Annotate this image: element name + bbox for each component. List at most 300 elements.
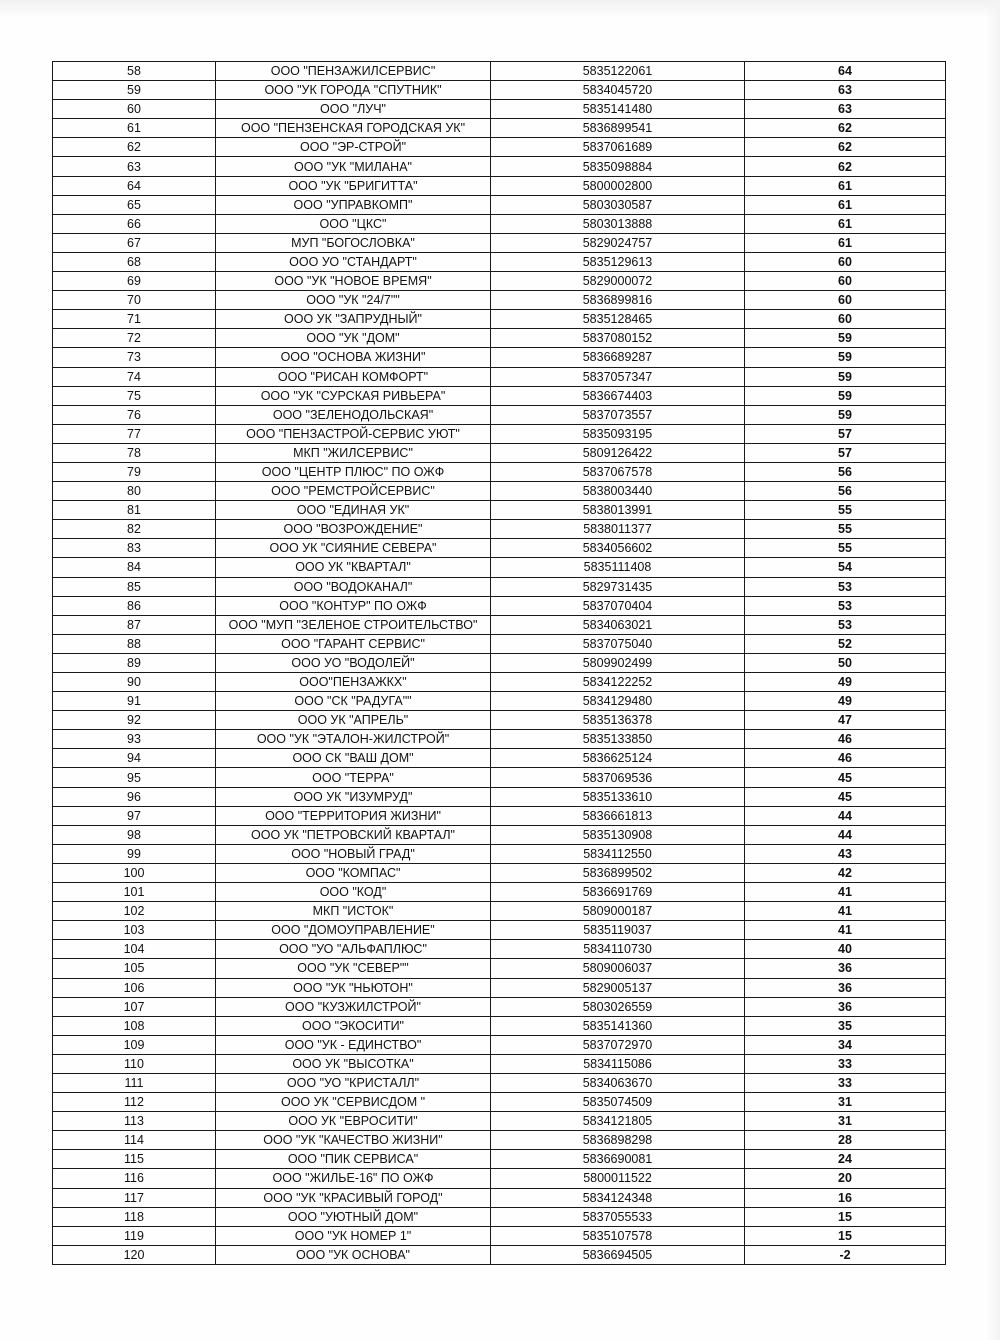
organization-name-cell: ООО "ЦЕНТР ПЛЮС" ПО ОЖФ: [216, 462, 491, 481]
table-row: [53, 1226, 946, 1245]
inn-cell: 5837067578: [491, 462, 745, 481]
table-row: [53, 577, 946, 596]
score-cell: 59: [745, 348, 946, 367]
organization-name-cell: ООО "РИСАН КОМФОРТ": [216, 367, 491, 386]
score-cell: 42: [745, 863, 946, 882]
table-row: [53, 844, 946, 863]
inn-cell: 5835119037: [491, 921, 745, 940]
table-row: [53, 863, 946, 882]
score-cell: 24: [745, 1150, 946, 1169]
row-number-cell: 80: [53, 482, 216, 501]
inn-cell: 5803026559: [491, 997, 745, 1016]
score-cell: 62: [745, 119, 946, 138]
organization-name-cell: ООО "ГАРАНТ СЕРВИС": [216, 634, 491, 653]
organization-name-cell: ООО УК "ИЗУМРУД": [216, 787, 491, 806]
table-row: [53, 615, 946, 634]
row-number-cell: 60: [53, 100, 216, 119]
inn-cell: 5838011377: [491, 520, 745, 539]
inn-cell: 5834122252: [491, 673, 745, 692]
row-number-cell: 62: [53, 138, 216, 157]
score-cell: 59: [745, 329, 946, 348]
score-cell: 33: [745, 1073, 946, 1092]
organization-name-cell: ООО "УК "БРИГИТТА": [216, 176, 491, 195]
row-number-cell: 93: [53, 730, 216, 749]
organization-name-cell: ООО "УК ГОРОДА "СПУТНИК": [216, 81, 491, 100]
organization-name-cell: ООО УК "ВЫСОТКА": [216, 1054, 491, 1073]
table-row: [53, 1131, 946, 1150]
inn-cell: 5809006037: [491, 959, 745, 978]
score-cell: 36: [745, 997, 946, 1016]
score-cell: 53: [745, 615, 946, 634]
rating-table-body: [53, 62, 946, 1265]
organization-name-cell: ООО "ПЕНЗАЖИЛСЕРВИС": [216, 62, 491, 81]
table-row: [53, 195, 946, 214]
inn-cell: 5800011522: [491, 1169, 745, 1188]
table-row: [53, 386, 946, 405]
inn-cell: 5836625124: [491, 749, 745, 768]
organization-name-cell: ООО "УО "АЛЬФАПЛЮС": [216, 940, 491, 959]
table-row: [53, 902, 946, 921]
row-number-cell: 111: [53, 1073, 216, 1092]
inn-cell: 5835129613: [491, 252, 745, 271]
row-number-cell: 84: [53, 558, 216, 577]
inn-cell: 5836661813: [491, 806, 745, 825]
table-row: [53, 673, 946, 692]
score-cell: 50: [745, 653, 946, 672]
row-number-cell: 73: [53, 348, 216, 367]
inn-cell: 5834063670: [491, 1073, 745, 1092]
table-row: [53, 978, 946, 997]
score-cell: 60: [745, 310, 946, 329]
row-number-cell: 70: [53, 291, 216, 310]
organization-name-cell: ООО "УК "24/7"": [216, 291, 491, 310]
score-cell: 20: [745, 1169, 946, 1188]
organization-name-cell: ООО "КУЗЖИЛСТРОЙ": [216, 997, 491, 1016]
row-number-cell: 64: [53, 176, 216, 195]
table-row: [53, 233, 946, 252]
row-number-cell: 88: [53, 634, 216, 653]
organization-name-cell: ООО "ЗЕЛЕНОДОЛЬСКАЯ": [216, 405, 491, 424]
score-cell: 53: [745, 577, 946, 596]
table-row: [53, 100, 946, 119]
organization-name-cell: ООО УК "ЕВРОСИТИ": [216, 1112, 491, 1131]
organization-name-cell: ООО "УК "ДОМ": [216, 329, 491, 348]
inn-cell: 5835111408: [491, 558, 745, 577]
score-cell: 60: [745, 272, 946, 291]
row-number-cell: 98: [53, 825, 216, 844]
row-number-cell: 110: [53, 1054, 216, 1073]
table-row: [53, 711, 946, 730]
inn-cell: 5837073557: [491, 405, 745, 424]
inn-cell: 5835107578: [491, 1226, 745, 1245]
table-row: [53, 214, 946, 233]
organization-name-cell: ООО "НОВЫЙ ГРАД": [216, 844, 491, 863]
row-number-cell: 119: [53, 1226, 216, 1245]
inn-cell: 5836674403: [491, 386, 745, 405]
inn-cell: 5834121805: [491, 1112, 745, 1131]
row-number-cell: 95: [53, 768, 216, 787]
organization-name-cell: ООО УК "СИЯНИЕ СЕВЕРА": [216, 539, 491, 558]
score-cell: 46: [745, 730, 946, 749]
organization-name-cell: ООО "ЭКОСИТИ": [216, 1016, 491, 1035]
score-cell: 43: [745, 844, 946, 863]
inn-cell: 5837057347: [491, 367, 745, 386]
organization-name-cell: ООО СК "ВАШ ДОМ": [216, 749, 491, 768]
organization-name-cell: ООО "ЭР-СТРОЙ": [216, 138, 491, 157]
inn-cell: 5836691769: [491, 883, 745, 902]
organization-name-cell: ООО УК "КВАРТАЛ": [216, 558, 491, 577]
score-cell: 62: [745, 157, 946, 176]
row-number-cell: 77: [53, 424, 216, 443]
table-row: [53, 81, 946, 100]
organization-name-cell: ООО"ПЕНЗАЖКХ": [216, 673, 491, 692]
inn-cell: 5803013888: [491, 214, 745, 233]
score-cell: 41: [745, 921, 946, 940]
table-row: [53, 1016, 946, 1035]
row-number-cell: 58: [53, 62, 216, 81]
row-number-cell: 67: [53, 233, 216, 252]
table-row: [53, 501, 946, 520]
organization-name-cell: ООО "ПЕНЗАСТРОЙ-СЕРВИС УЮТ": [216, 424, 491, 443]
inn-cell: 5836694505: [491, 1245, 745, 1264]
organization-name-cell: ООО "КОД": [216, 883, 491, 902]
row-number-cell: 115: [53, 1150, 216, 1169]
row-number-cell: 81: [53, 501, 216, 520]
inn-cell: 5834110730: [491, 940, 745, 959]
inn-cell: 5837070404: [491, 596, 745, 615]
inn-cell: 5837061689: [491, 138, 745, 157]
row-number-cell: 113: [53, 1112, 216, 1131]
table-row: [53, 405, 946, 424]
row-number-cell: 102: [53, 902, 216, 921]
score-cell: 63: [745, 100, 946, 119]
score-cell: 56: [745, 482, 946, 501]
table-row: [53, 806, 946, 825]
row-number-cell: 68: [53, 252, 216, 271]
table-row: [53, 940, 946, 959]
organization-name-cell: ООО "ЕДИНАЯ УК": [216, 501, 491, 520]
table-row: [53, 921, 946, 940]
inn-cell: 5829000072: [491, 272, 745, 291]
inn-cell: 5834063021: [491, 615, 745, 634]
inn-cell: 5836899816: [491, 291, 745, 310]
table-row: [53, 730, 946, 749]
score-cell: 45: [745, 787, 946, 806]
table-row: [53, 692, 946, 711]
score-cell: 55: [745, 501, 946, 520]
row-number-cell: 96: [53, 787, 216, 806]
organization-name-cell: ООО "РЕМСТРОЙСЕРВИС": [216, 482, 491, 501]
inn-cell: 5838013991: [491, 501, 745, 520]
row-number-cell: 104: [53, 940, 216, 959]
organization-name-cell: ООО УК "АПРЕЛЬ": [216, 711, 491, 730]
table-row: [53, 520, 946, 539]
row-number-cell: 101: [53, 883, 216, 902]
inn-cell: 5836689287: [491, 348, 745, 367]
inn-cell: 5809000187: [491, 902, 745, 921]
score-cell: 61: [745, 214, 946, 233]
row-number-cell: 90: [53, 673, 216, 692]
organization-name-cell: ООО "УК "ЭТАЛОН-ЖИЛСТРОЙ": [216, 730, 491, 749]
organization-name-cell: ООО "УК НОМЕР 1": [216, 1226, 491, 1245]
table-row: [53, 1093, 946, 1112]
row-number-cell: 72: [53, 329, 216, 348]
score-cell: 54: [745, 558, 946, 577]
score-cell: 59: [745, 386, 946, 405]
inn-cell: 5834056602: [491, 539, 745, 558]
table-row: [53, 1188, 946, 1207]
inn-cell: 5838003440: [491, 482, 745, 501]
score-cell: 46: [745, 749, 946, 768]
inn-cell: 5834112550: [491, 844, 745, 863]
row-number-cell: 85: [53, 577, 216, 596]
score-cell: 49: [745, 692, 946, 711]
row-number-cell: 71: [53, 310, 216, 329]
score-cell: 44: [745, 825, 946, 844]
row-number-cell: 97: [53, 806, 216, 825]
score-cell: 62: [745, 138, 946, 157]
organization-name-cell: ООО "КОМПАС": [216, 863, 491, 882]
table-row: [53, 959, 946, 978]
inn-cell: 5835122061: [491, 62, 745, 81]
score-cell: 64: [745, 62, 946, 81]
inn-cell: 5837075040: [491, 634, 745, 653]
table-row: [53, 1245, 946, 1264]
score-cell: 55: [745, 520, 946, 539]
organization-name-cell: МКП "ИСТОК": [216, 902, 491, 921]
organization-name-cell: ООО "УК "КАЧЕСТВО ЖИЗНИ": [216, 1131, 491, 1150]
row-number-cell: 106: [53, 978, 216, 997]
row-number-cell: 59: [53, 81, 216, 100]
row-number-cell: 87: [53, 615, 216, 634]
inn-cell: 5835093195: [491, 424, 745, 443]
scan-shadow-top: [0, 0, 1000, 18]
table-row: [53, 119, 946, 138]
row-number-cell: 103: [53, 921, 216, 940]
inn-cell: 5837080152: [491, 329, 745, 348]
inn-cell: 5835133610: [491, 787, 745, 806]
score-cell: 52: [745, 634, 946, 653]
table-row: [53, 1035, 946, 1054]
organization-name-cell: ООО УО "СТАНДАРТ": [216, 252, 491, 271]
row-number-cell: 75: [53, 386, 216, 405]
row-number-cell: 117: [53, 1188, 216, 1207]
scan-shadow-right: [986, 0, 1000, 1340]
organization-name-cell: ООО "УЮТНЫЙ ДОМ": [216, 1207, 491, 1226]
score-cell: 44: [745, 806, 946, 825]
score-cell: 47: [745, 711, 946, 730]
organization-name-cell: ООО "УК "НЬЮТОН": [216, 978, 491, 997]
score-cell: 31: [745, 1093, 946, 1112]
inn-cell: 5834115086: [491, 1054, 745, 1073]
score-cell: 61: [745, 195, 946, 214]
organization-name-cell: ООО "УК "НОВОЕ ВРЕМЯ": [216, 272, 491, 291]
score-cell: 16: [745, 1188, 946, 1207]
score-cell: 15: [745, 1207, 946, 1226]
row-number-cell: 65: [53, 195, 216, 214]
inn-cell: 5829005137: [491, 978, 745, 997]
table-row: [53, 1150, 946, 1169]
table-row: [53, 787, 946, 806]
inn-cell: 5809902499: [491, 653, 745, 672]
inn-cell: 5829731435: [491, 577, 745, 596]
inn-cell: 5835130908: [491, 825, 745, 844]
table-row: [53, 252, 946, 271]
inn-cell: 5834129480: [491, 692, 745, 711]
table-row: [53, 348, 946, 367]
table-row: [53, 462, 946, 481]
score-cell: 40: [745, 940, 946, 959]
row-number-cell: 99: [53, 844, 216, 863]
score-cell: 41: [745, 883, 946, 902]
table-row: [53, 482, 946, 501]
score-cell: 60: [745, 291, 946, 310]
table-row: [53, 272, 946, 291]
inn-cell: 5835133850: [491, 730, 745, 749]
organization-name-cell: ООО "ВОЗРОЖДЕНИЕ": [216, 520, 491, 539]
rating-table: [52, 61, 946, 1265]
inn-cell: 5835141480: [491, 100, 745, 119]
inn-cell: 5834124348: [491, 1188, 745, 1207]
table-row: [53, 997, 946, 1016]
organization-name-cell: ООО УК "ПЕТРОВСКИЙ КВАРТАЛ": [216, 825, 491, 844]
score-cell: 34: [745, 1035, 946, 1054]
row-number-cell: 91: [53, 692, 216, 711]
inn-cell: 5836899541: [491, 119, 745, 138]
row-number-cell: 63: [53, 157, 216, 176]
inn-cell: 5835074509: [491, 1093, 745, 1112]
organization-name-cell: МКП "ЖИЛСЕРВИС": [216, 443, 491, 462]
table-row: [53, 1169, 946, 1188]
table-row: [53, 558, 946, 577]
organization-name-cell: МУП "БОГОСЛОВКА": [216, 233, 491, 252]
row-number-cell: 74: [53, 367, 216, 386]
score-cell: 36: [745, 959, 946, 978]
score-cell: 33: [745, 1054, 946, 1073]
row-number-cell: 82: [53, 520, 216, 539]
organization-name-cell: ООО "УК "МИЛАНА": [216, 157, 491, 176]
score-cell: 59: [745, 405, 946, 424]
score-cell: 35: [745, 1016, 946, 1035]
row-number-cell: 79: [53, 462, 216, 481]
table-row: [53, 329, 946, 348]
inn-cell: 5829024757: [491, 233, 745, 252]
row-number-cell: 109: [53, 1035, 216, 1054]
table-row: [53, 310, 946, 329]
row-number-cell: 114: [53, 1131, 216, 1150]
inn-cell: 5836690081: [491, 1150, 745, 1169]
organization-name-cell: ООО "УПРАВКОМП": [216, 195, 491, 214]
score-cell: 61: [745, 233, 946, 252]
organization-name-cell: ООО "УК "СУРСКАЯ РИВЬЕРА": [216, 386, 491, 405]
inn-cell: 5803030587: [491, 195, 745, 214]
organization-name-cell: ООО "ПЕНЗЕНСКАЯ ГОРОДСКАЯ УК": [216, 119, 491, 138]
organization-name-cell: ООО "УК - ЕДИНСТВО": [216, 1035, 491, 1054]
row-number-cell: 92: [53, 711, 216, 730]
inn-cell: 5836898298: [491, 1131, 745, 1150]
table-row: [53, 1054, 946, 1073]
inn-cell: 5837069536: [491, 768, 745, 787]
score-cell: 57: [745, 443, 946, 462]
inn-cell: 5835128465: [491, 310, 745, 329]
inn-cell: 5835098884: [491, 157, 745, 176]
score-cell: 61: [745, 176, 946, 195]
score-cell: 53: [745, 596, 946, 615]
organization-name-cell: ООО "ЛУЧ": [216, 100, 491, 119]
score-cell: 45: [745, 768, 946, 787]
score-cell: 41: [745, 902, 946, 921]
score-cell: 28: [745, 1131, 946, 1150]
score-cell: 31: [745, 1112, 946, 1131]
organization-name-cell: ООО УО "ВОДОЛЕЙ": [216, 653, 491, 672]
organization-name-cell: ООО "ТЕРРИТОРИЯ ЖИЗНИ": [216, 806, 491, 825]
table-row: [53, 176, 946, 195]
inn-cell: 5800002800: [491, 176, 745, 195]
row-number-cell: 116: [53, 1169, 216, 1188]
score-cell: -2: [745, 1245, 946, 1264]
table-row: [53, 1112, 946, 1131]
organization-name-cell: ООО "ТЕРРА": [216, 768, 491, 787]
score-cell: 15: [745, 1226, 946, 1245]
inn-cell: 5809126422: [491, 443, 745, 462]
row-number-cell: 120: [53, 1245, 216, 1264]
organization-name-cell: ООО УК "ЗАПРУДНЫЙ": [216, 310, 491, 329]
organization-name-cell: ООО "ДОМОУПРАВЛЕНИЕ": [216, 921, 491, 940]
table-row: [53, 291, 946, 310]
row-number-cell: 105: [53, 959, 216, 978]
organization-name-cell: ООО "УК ОСНОВА": [216, 1245, 491, 1264]
table-row: [53, 883, 946, 902]
row-number-cell: 100: [53, 863, 216, 882]
table-row: [53, 653, 946, 672]
row-number-cell: 107: [53, 997, 216, 1016]
inn-cell: 5837055533: [491, 1207, 745, 1226]
row-number-cell: 76: [53, 405, 216, 424]
score-cell: 49: [745, 673, 946, 692]
table-row: [53, 367, 946, 386]
organization-name-cell: ООО "ЖИЛЬЕ-16" ПО ОЖФ: [216, 1169, 491, 1188]
organization-name-cell: ООО "УК "СЕВЕР"": [216, 959, 491, 978]
row-number-cell: 61: [53, 119, 216, 138]
table-row: [53, 634, 946, 653]
organization-name-cell: ООО "ПИК СЕРВИСА": [216, 1150, 491, 1169]
table-row: [53, 1073, 946, 1092]
table-row: [53, 749, 946, 768]
row-number-cell: 86: [53, 596, 216, 615]
inn-cell: 5836899502: [491, 863, 745, 882]
organization-name-cell: ООО "ОСНОВА ЖИЗНИ": [216, 348, 491, 367]
table-row: [53, 157, 946, 176]
score-cell: 60: [745, 252, 946, 271]
table-row: [53, 768, 946, 787]
row-number-cell: 108: [53, 1016, 216, 1035]
inn-cell: 5835141360: [491, 1016, 745, 1035]
row-number-cell: 78: [53, 443, 216, 462]
row-number-cell: 94: [53, 749, 216, 768]
row-number-cell: 112: [53, 1093, 216, 1112]
table-row: [53, 138, 946, 157]
organization-name-cell: ООО "ЦКС": [216, 214, 491, 233]
row-number-cell: 83: [53, 539, 216, 558]
organization-name-cell: ООО "МУП "ЗЕЛЕНОЕ СТРОИТЕЛЬСТВО": [216, 615, 491, 634]
row-number-cell: 89: [53, 653, 216, 672]
organization-name-cell: ООО "КОНТУР" ПО ОЖФ: [216, 596, 491, 615]
inn-cell: 5837072970: [491, 1035, 745, 1054]
score-cell: 63: [745, 81, 946, 100]
row-number-cell: 118: [53, 1207, 216, 1226]
score-cell: 56: [745, 462, 946, 481]
table-row: [53, 443, 946, 462]
